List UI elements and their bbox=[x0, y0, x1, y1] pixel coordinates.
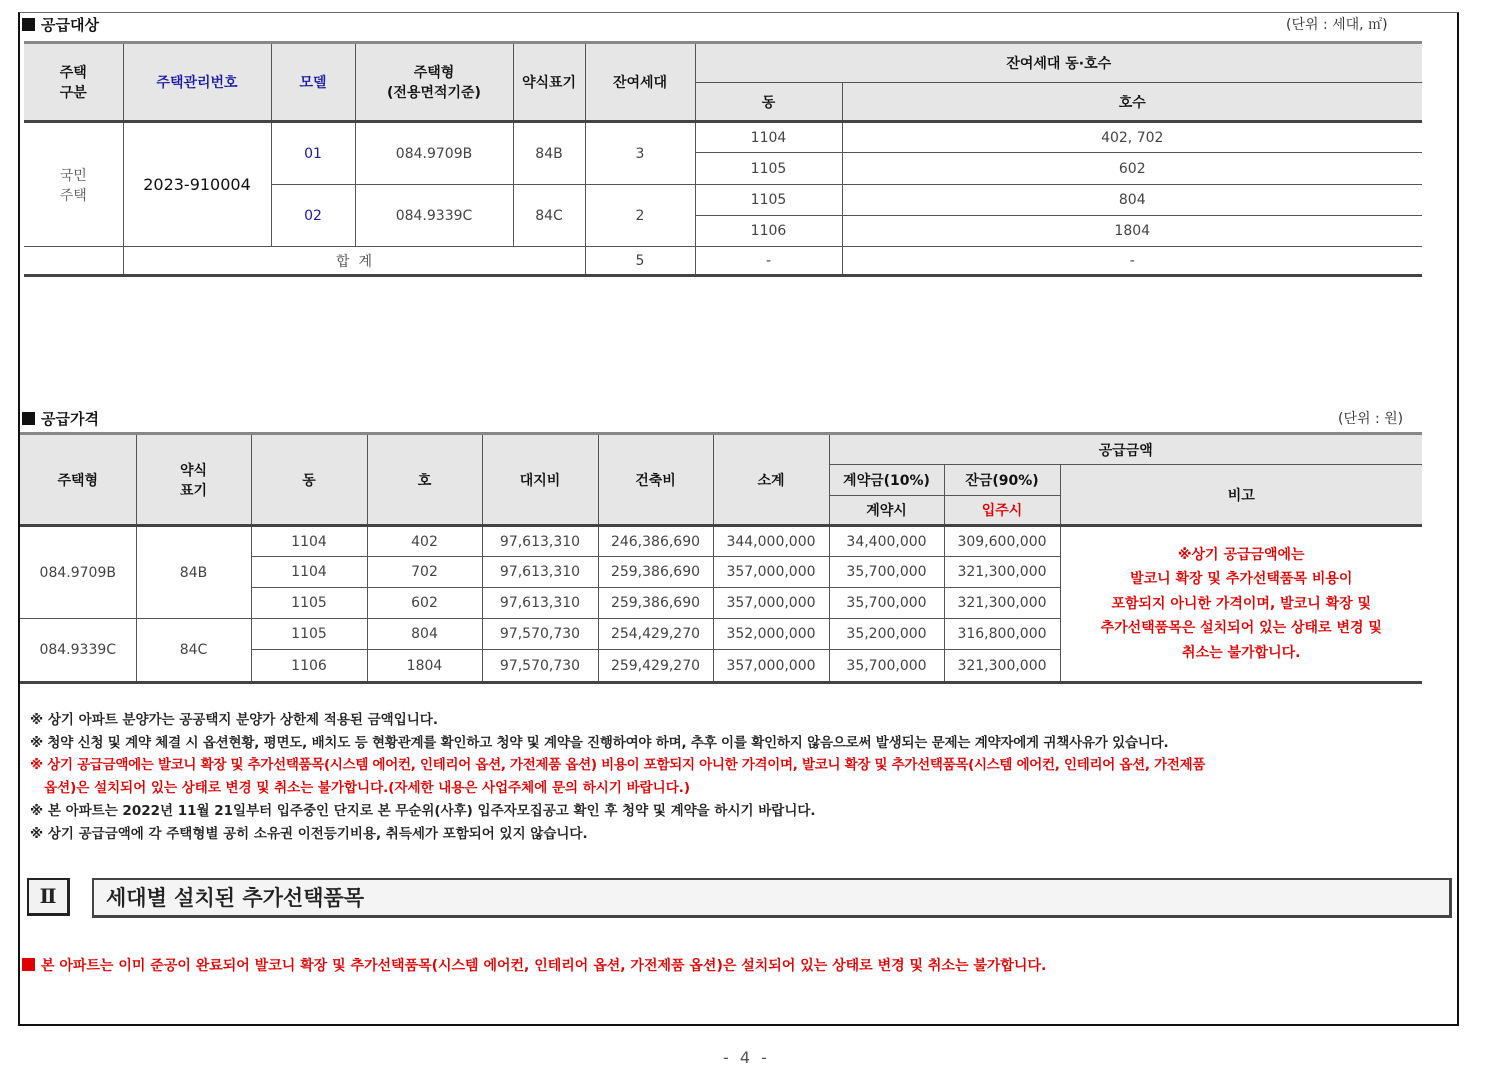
square-bullet-icon bbox=[22, 18, 35, 31]
mgmt-number-cell: 2023-910004 bbox=[123, 122, 271, 247]
ho-cell: 402 bbox=[367, 526, 482, 557]
ho-cell: 1804 bbox=[842, 216, 1422, 247]
balance-cell: 321,300,000 bbox=[944, 557, 1060, 588]
col-at-contract: 계약시 bbox=[829, 496, 944, 526]
build-cell: 254,429,270 bbox=[598, 619, 713, 650]
land-cell: 97,613,310 bbox=[482, 526, 598, 557]
ho-cell: 702 bbox=[367, 557, 482, 588]
total-row bbox=[24, 247, 1422, 276]
subtotal-cell: 357,000,000 bbox=[713, 650, 829, 683]
balance-cell: 321,300,000 bbox=[944, 650, 1060, 683]
dong-cell: 1105 bbox=[695, 153, 842, 185]
dong-cell: 1105 bbox=[695, 185, 842, 216]
bottom-notice-text: 본 아파트는 이미 준공이 완료되어 발코니 확장 및 추가선택품목(시스템 에어컨, 인테리어 옵션, 가전제품 옵션)은 설치되어 있는 상태로 변경 및 취소는 불가합니다. bbox=[41, 958, 1047, 974]
dong-cell: 1104 bbox=[695, 122, 842, 153]
dong-cell: 1104 bbox=[251, 526, 367, 557]
supply-price-unit: (단위 : 원) bbox=[1338, 411, 1404, 427]
deposit-cell: 35,700,000 bbox=[829, 650, 944, 683]
supply-target-heading bbox=[22, 14, 99, 35]
balance-cell: 316,800,000 bbox=[944, 619, 1060, 650]
model-cell: 01 bbox=[271, 122, 355, 185]
ho-cell: 1804 bbox=[367, 650, 482, 683]
total-ho: - bbox=[842, 247, 1422, 276]
dong-cell: 1106 bbox=[251, 650, 367, 683]
note-item: ※ 청약 신청 및 계약 체결 시 옵션현황, 평면도, 배치도 등 현황관계를 확인하고 청약 및 계약을 진행하여야 하며, 추후 이를 확인하지 않음으로써 발생되는 문제는 계약자에게 귀책사유가 있습니다. bbox=[30, 734, 1169, 751]
model-cell: 02 bbox=[271, 185, 355, 247]
col-abbrev: 약식표기 bbox=[513, 43, 585, 122]
bottom-notice bbox=[22, 955, 1046, 975]
build-cell: 246,386,690 bbox=[598, 526, 713, 557]
remark-cell: ※상기 공급금액에는 발코니 확장 및 추가선택품목 비용이 포함되지 아니한 가격이며, 발코니 확장 및 추가선택품목은 설치되어 있는 상태로 변경 및 취소는 불가합니다. bbox=[1060, 526, 1422, 683]
col-supply-amount: 공급금액 bbox=[829, 434, 1422, 465]
build-cell: 259,429,270 bbox=[598, 650, 713, 683]
col-house-type: 주택형 bbox=[20, 434, 136, 526]
square-bullet-icon bbox=[22, 412, 35, 425]
col-at-movein: 입주시 bbox=[944, 496, 1060, 526]
ho-cell: 804 bbox=[367, 619, 482, 650]
deposit-cell: 34,400,000 bbox=[829, 526, 944, 557]
dong-cell: 1105 bbox=[251, 619, 367, 650]
col-dong: 동 bbox=[695, 83, 842, 122]
subtotal-cell: 357,000,000 bbox=[713, 588, 829, 619]
col-abbrev: 약식 표기 bbox=[136, 434, 251, 526]
note-item: ※ 상기 공급금액에는 발코니 확장 및 추가선택품목(시스템 에어컨, 인테리어 옵션, 가전제품 옵션) 비용이 포함되지 아니한 가격이며, 발코니 확장 및 추가선택품목(시스템 에어컨, 인테리어 옵션, 가전제품 bbox=[30, 757, 1206, 774]
subtotal-cell: 357,000,000 bbox=[713, 557, 829, 588]
abbrev-cell: 84B bbox=[136, 526, 251, 619]
col-deposit: 계약금(10%) bbox=[829, 465, 944, 496]
ho-cell: 402, 702 bbox=[842, 122, 1422, 153]
balance-cell: 309,600,000 bbox=[944, 526, 1060, 557]
table-row bbox=[20, 526, 1422, 557]
abbrev-cell: 84B bbox=[513, 122, 585, 185]
notes-list bbox=[30, 709, 1430, 845]
ho-cell: 804 bbox=[842, 185, 1422, 216]
land-cell: 97,613,310 bbox=[482, 588, 598, 619]
land-cell: 97,613,310 bbox=[482, 557, 598, 588]
subtotal-cell: 344,000,000 bbox=[713, 526, 829, 557]
deposit-cell: 35,200,000 bbox=[829, 619, 944, 650]
subtotal-cell: 352,000,000 bbox=[713, 619, 829, 650]
build-cell: 259,386,690 bbox=[598, 588, 713, 619]
col-remark: 비고 bbox=[1060, 465, 1422, 526]
note-item: ※ 본 아파트는 2022년 11월 21일부터 입주중인 단지로 본 무순위(사후) 입주자모집공고 확인 후 청약 및 계약을 하시기 바랍니다. bbox=[30, 802, 816, 819]
col-mgmt-number: 주택관리번호 bbox=[123, 43, 271, 122]
col-remaining: 잔여세대 bbox=[585, 43, 695, 122]
house-type-cell: 084.9709B bbox=[355, 122, 513, 185]
land-cell: 97,570,730 bbox=[482, 619, 598, 650]
supply-price-heading bbox=[22, 408, 99, 429]
col-remaining-units: 잔여세대 동·호수 bbox=[695, 43, 1422, 83]
dong-cell: 1104 bbox=[251, 557, 367, 588]
total-count: 5 bbox=[585, 247, 695, 276]
col-house-type: 주택형 (전용면적기준) bbox=[355, 43, 513, 122]
ho-cell: 602 bbox=[842, 153, 1422, 185]
note-item: ※ 상기 아파트 분양가는 공공택지 분양가 상한제 적용된 금액입니다. bbox=[30, 712, 438, 728]
type-cell: 084.9709B bbox=[20, 526, 136, 619]
house-type-cell: 084.9339C bbox=[355, 185, 513, 247]
build-cell: 259,386,690 bbox=[598, 557, 713, 588]
abbrev-cell: 84C bbox=[513, 185, 585, 247]
page-number: - 4 - bbox=[723, 1048, 770, 1067]
section-number-badge: Ⅱ bbox=[27, 878, 70, 916]
count-cell: 3 bbox=[585, 122, 695, 185]
col-model: 모델 bbox=[271, 43, 355, 122]
supply-target-heading-text: 공급대상 bbox=[41, 16, 99, 34]
count-cell: 2 bbox=[585, 185, 695, 247]
deposit-cell: 35,700,000 bbox=[829, 588, 944, 619]
note-item: ※ 상기 공급금액에 각 주택형별 공히 소유권 이전등기비용, 취득세가 포함되어 있지 않습니다. bbox=[30, 825, 588, 842]
col-subtotal: 소계 bbox=[713, 434, 829, 526]
ho-cell: 602 bbox=[367, 588, 482, 619]
section-title: 세대별 설치된 추가선택품목 bbox=[92, 878, 1452, 918]
supply-price-heading-text: 공급가격 bbox=[41, 410, 99, 428]
col-land-cost: 대지비 bbox=[482, 434, 598, 526]
supply-price-table bbox=[20, 432, 1422, 684]
col-dong: 동 bbox=[251, 434, 367, 526]
land-cell: 97,570,730 bbox=[482, 650, 598, 683]
col-house-division: 주택 구분 bbox=[24, 43, 123, 122]
table-row bbox=[24, 122, 1422, 153]
total-dong: - bbox=[695, 247, 842, 276]
dong-cell: 1105 bbox=[251, 588, 367, 619]
category-cell: 국민 주택 bbox=[24, 122, 123, 247]
supply-target-table bbox=[24, 41, 1422, 277]
balance-cell: 321,300,000 bbox=[944, 588, 1060, 619]
supply-target-unit: (단위 : 세대, ㎡) bbox=[1286, 17, 1388, 33]
deposit-cell: 35,700,000 bbox=[829, 557, 944, 588]
col-balance: 잔금(90%) bbox=[944, 465, 1060, 496]
col-build-cost: 건축비 bbox=[598, 434, 713, 526]
category-cell-tail bbox=[24, 247, 123, 276]
dong-cell: 1106 bbox=[695, 216, 842, 247]
type-cell: 084.9339C bbox=[20, 619, 136, 683]
col-ho: 호수 bbox=[842, 83, 1422, 122]
note-item: 옵션)은 설치되어 있는 상태로 변경 및 취소는 불가합니다.(자세한 내용은 사업주체에 문의 하시기 바랍니다.) bbox=[30, 780, 691, 797]
col-ho: 호 bbox=[367, 434, 482, 526]
abbrev-cell: 84C bbox=[136, 619, 251, 683]
red-square-bullet-icon bbox=[22, 958, 35, 971]
total-label: 합 계 bbox=[123, 247, 585, 276]
